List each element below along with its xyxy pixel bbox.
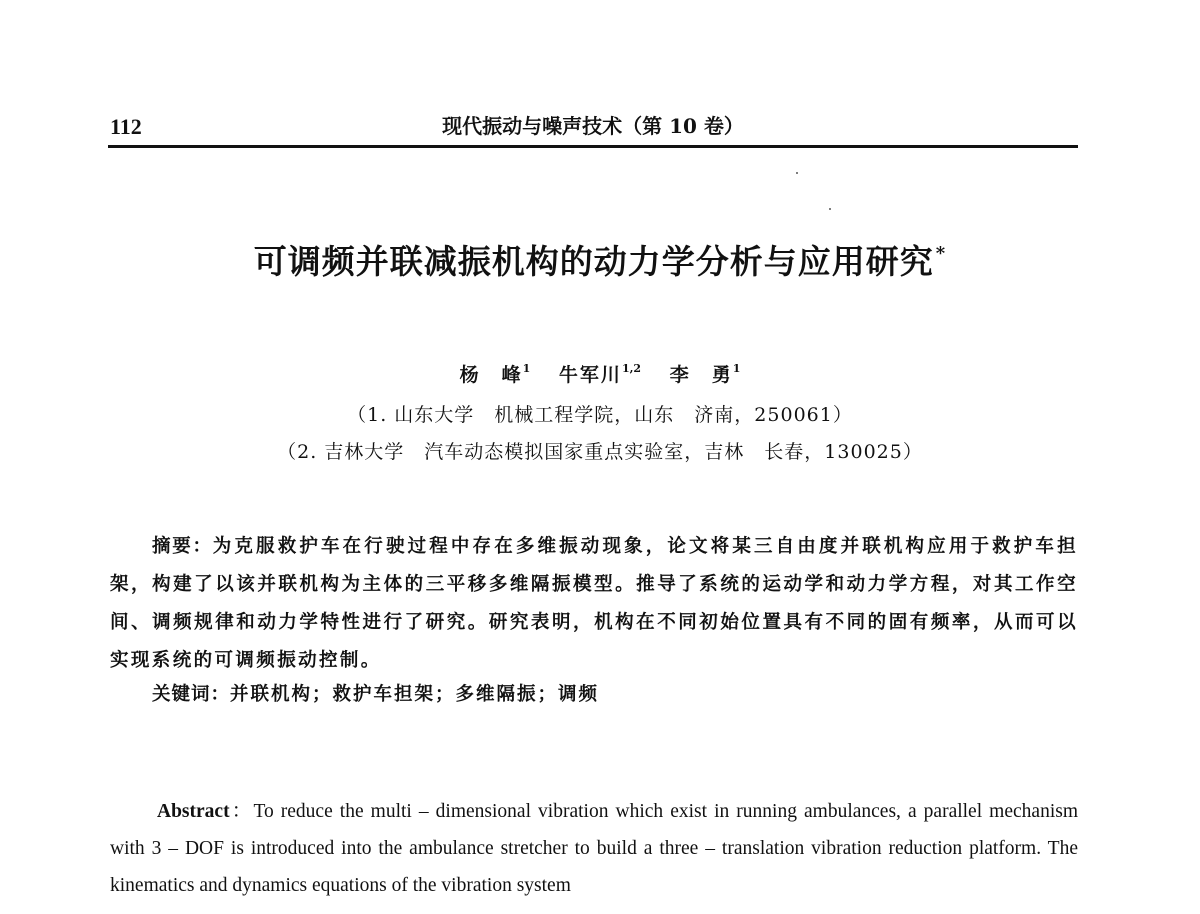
author: 牛军川$^{1,2}$ bbox=[558, 362, 642, 386]
keywords-text-cn: 并联机构；救护车担架；多维隔振；调频 bbox=[230, 684, 600, 705]
author: 李 勇$^1$ bbox=[669, 362, 741, 386]
title-footnote-mark: * bbox=[935, 243, 947, 264]
abstract-label-en: Abstract bbox=[157, 801, 230, 822]
paper-title bbox=[0, 236, 1200, 283]
affiliation-1: （1. 山东大学 机械工程学院，山东 济南，250061） bbox=[347, 404, 853, 426]
keywords-label-cn: 关键词： bbox=[152, 684, 231, 705]
header-rule bbox=[108, 145, 1078, 148]
abstract-text-cn: 为克服救护车在行驶过程中存在多维振动现象，论文将某三自由度并联机构应用于救护车担架，构建了以该并联机构为主体的三平移多维隔振模型。推导了系统的运动学和动力学方程，对其工作空间、调频规律和动力学特性进行了研究。研究表明，机构在不同初始位置具有不同的固有频率，从而可以实现系统的可调频振动控制。 bbox=[110, 536, 1078, 671]
abstract-label-cn: 摘要： bbox=[152, 536, 213, 557]
author-list bbox=[0, 360, 1200, 387]
scan-speck bbox=[796, 172, 798, 174]
affiliation-2: （2. 吉林大学 汽车动态模拟国家重点实验室，吉林 长春，130025） bbox=[277, 441, 923, 463]
paper-title-text: 可调频并联减振机构的动力学分析与应用研究 bbox=[253, 242, 934, 281]
abstract-english bbox=[110, 793, 1078, 904]
running-header bbox=[108, 108, 1078, 148]
keywords-chinese bbox=[152, 680, 599, 706]
abstract-chinese bbox=[110, 528, 1078, 680]
journal-title: 现代振动与噪声技术（第 10 卷） bbox=[442, 114, 744, 138]
abstract-separator-en: ： bbox=[229, 801, 254, 822]
author: 杨 峰$^1$ bbox=[459, 362, 531, 386]
abstract-text-en: To reduce the multi – dimensional vibration which exist in running ambulances, a parallel mechanism with 3 – DOF is introduced into the ambulance stretcher to build a three – translation vibration reduction platform. The kinematics and dynamics equations of the vibration system bbox=[110, 801, 1078, 896]
page-number: 112 bbox=[110, 114, 142, 139]
scan-speck bbox=[829, 208, 831, 210]
